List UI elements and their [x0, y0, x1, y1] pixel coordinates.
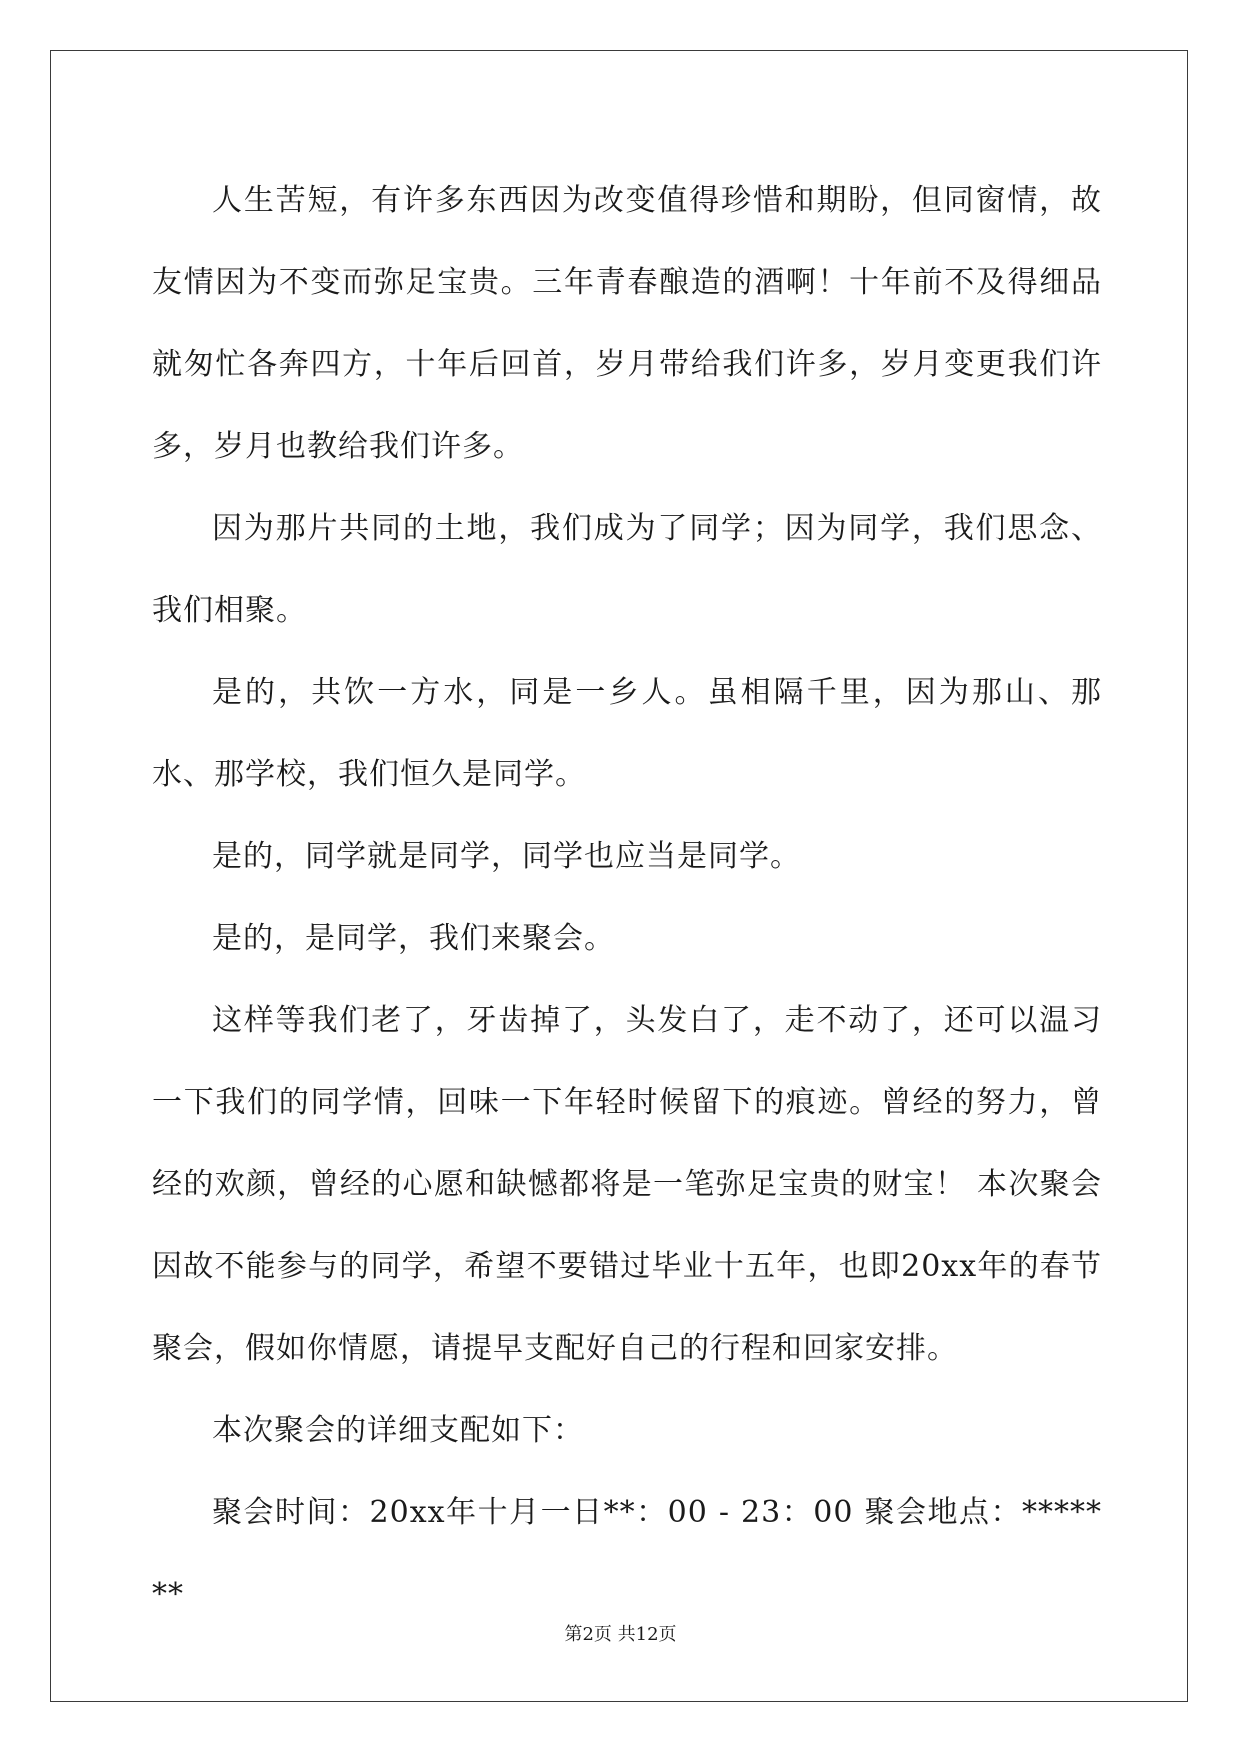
paragraph: 这样等我们老了，牙齿掉了，头发白了，走不动了，还可以温习一下我们的同学情，回味一下年轻时候留下的痕迹。曾经的努力，曾经的欢颜，曾经的心愿和缺憾都将是一笔弥足宝贵的财宝！ 本次聚会因故不能参与的同学，希望不要错过毕业十五年，也即20xx年的春节聚会，假如你情愿，请提早支配好自己的行程和回家安排。 [152, 1003, 1102, 1366]
paragraph: 本次聚会的详细支配如下： [212, 1413, 584, 1448]
page-number-footer: 第2页 共12页 [564, 1624, 677, 1645]
paragraph: 是的，是同学，我们来聚会。 [212, 921, 615, 956]
paragraph: 人生苦短，有许多东西因为改变值得珍惜和期盼，但同窗情，故友情因为不变而弥足宝贵。三年青春酿造的酒啊！十年前不及得细品就匆忙各奔四方，十年后回首，岁月带给我们许多，岁月变更我们许多，岁月也教给我们许多。 [152, 183, 1102, 464]
paragraph: 是的，共饮一方水，同是一乡人。虽相隔千里，因为那山、那水、那学校，我们恒久是同学。 [152, 675, 1102, 792]
paragraph: 是的，同学就是同学，同学也应当是同学。 [212, 839, 801, 874]
paragraph: 因为那片共同的土地，我们成为了同学；因为同学，我们思念、我们相聚。 [152, 511, 1102, 628]
paragraph: 聚会时间：20xx年十月一日**：00 - 23：00 聚会地点：******* [152, 1495, 1102, 1612]
document-body [152, 160, 1102, 1636]
